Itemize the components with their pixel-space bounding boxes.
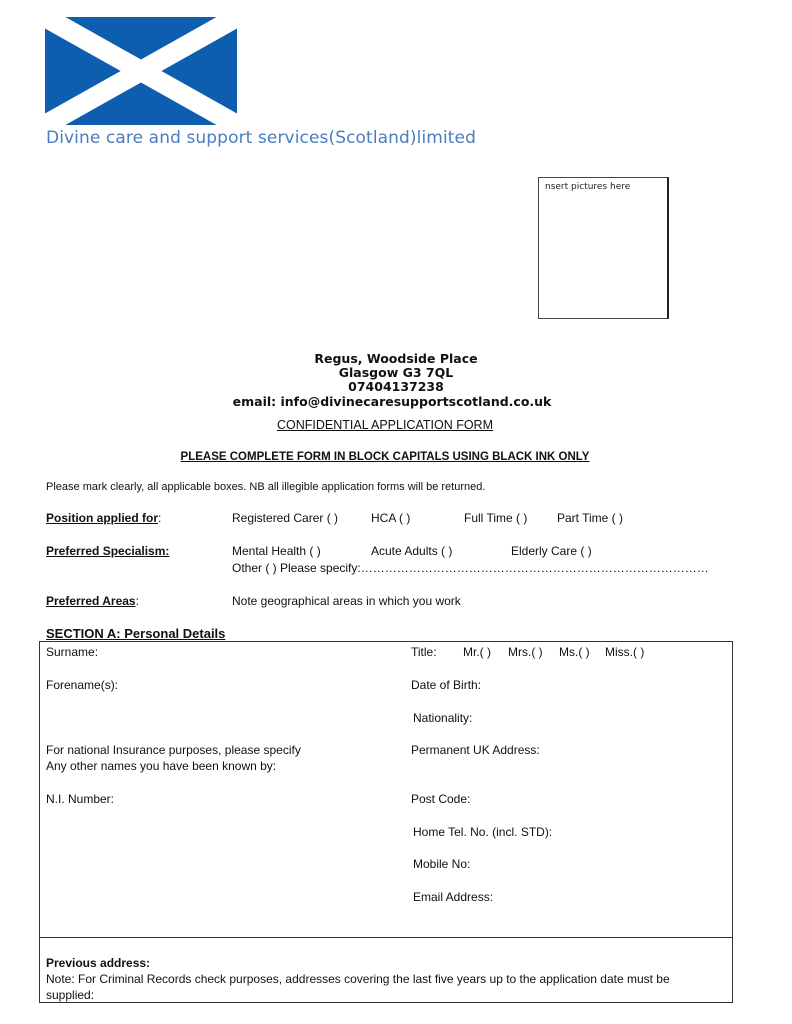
areas-label: Preferred Areas [46, 594, 136, 608]
position-option-registered-carer[interactable]: Registered Carer ( ) [232, 511, 339, 525]
surname-field[interactable]: Surname: [46, 645, 99, 659]
other-names-line-2[interactable]: Any other names you have been known by: [46, 759, 277, 773]
permanent-address-field[interactable]: Permanent UK Address: [411, 743, 540, 757]
section-a-title: SECTION A: Personal Details [46, 626, 226, 641]
position-option-full-time[interactable]: Full Time ( ) [464, 511, 528, 525]
title-option-miss[interactable]: Miss.( ) [605, 645, 645, 659]
previous-address-label: Previous address: [46, 956, 151, 970]
personal-details-table [39, 641, 733, 1003]
position-option-hca[interactable]: HCA ( ) [371, 511, 411, 525]
specialism-option-elderly-care[interactable]: Elderly Care ( ) [511, 544, 592, 558]
dob-field[interactable]: Date of Birth: [411, 678, 482, 692]
areas-note: Note geographical areas in which you work [232, 594, 461, 608]
title-option-ms[interactable]: Ms.( ) [559, 645, 590, 659]
position-label: Position applied for [46, 511, 159, 525]
form-instruction: PLEASE COMPLETE FORM IN BLOCK CAPITALS USING BLACK INK ONLY [180, 451, 590, 463]
ni-number-field[interactable]: N.I. Number: [46, 792, 115, 806]
title-option-mrs[interactable]: Mrs.( ) [508, 645, 543, 659]
form-title: CONFIDENTIAL APPLICATION FORM [277, 418, 493, 432]
company-name: Divine care and support services(Scotland)limited [46, 128, 477, 148]
areas-label-group [46, 594, 139, 608]
title-label: Title: [411, 645, 437, 659]
email-field[interactable]: Email Address: [413, 890, 494, 904]
address-line-1: Regus, Woodside Place [314, 351, 478, 366]
postcode-field[interactable]: Post Code: [411, 792, 471, 806]
previous-address-note-2: supplied: [46, 988, 95, 1002]
saltire-flag-icon [45, 17, 237, 125]
position-option-part-time[interactable]: Part Time ( ) [557, 511, 624, 525]
title-option-mr[interactable]: Mr.( ) [463, 645, 491, 659]
position-colon: : [158, 511, 162, 525]
address-line-2: Glasgow G3 7QL [338, 365, 454, 380]
forenames-field[interactable]: Forename(s): [46, 678, 119, 692]
address-phone: 07404137238 [348, 379, 444, 394]
specialism-other-field[interactable]: Other ( ) Please specify:…………………………………………………………………………… [232, 561, 709, 575]
photo-placeholder-box [538, 177, 669, 319]
specialism-label: Preferred Specialism: [46, 544, 170, 558]
position-label-group [46, 511, 161, 525]
specialism-option-mental-health[interactable]: Mental Health ( ) [232, 544, 321, 558]
nationality-field[interactable]: Nationality: [413, 711, 473, 725]
areas-colon: : [135, 594, 139, 608]
address-email: email: info@divinecaresupportscotland.co.uk [232, 394, 552, 409]
previous-address-note-1: Note: For Criminal Records check purposes, addresses covering the last five years up to the application date must be [46, 972, 670, 986]
other-names-line-1: For national Insurance purposes, please specify [46, 743, 301, 757]
mobile-field[interactable]: Mobile No: [413, 857, 471, 871]
home-tel-field[interactable]: Home Tel. No. (incl. STD): [413, 825, 553, 839]
table-divider [40, 937, 732, 938]
photo-placeholder-text: nsert pictures here [545, 182, 631, 192]
specialism-option-acute-adults[interactable]: Acute Adults ( ) [371, 544, 453, 558]
form-note: Please mark clearly, all applicable boxes. NB all illegible application forms will be returned. [46, 481, 486, 493]
